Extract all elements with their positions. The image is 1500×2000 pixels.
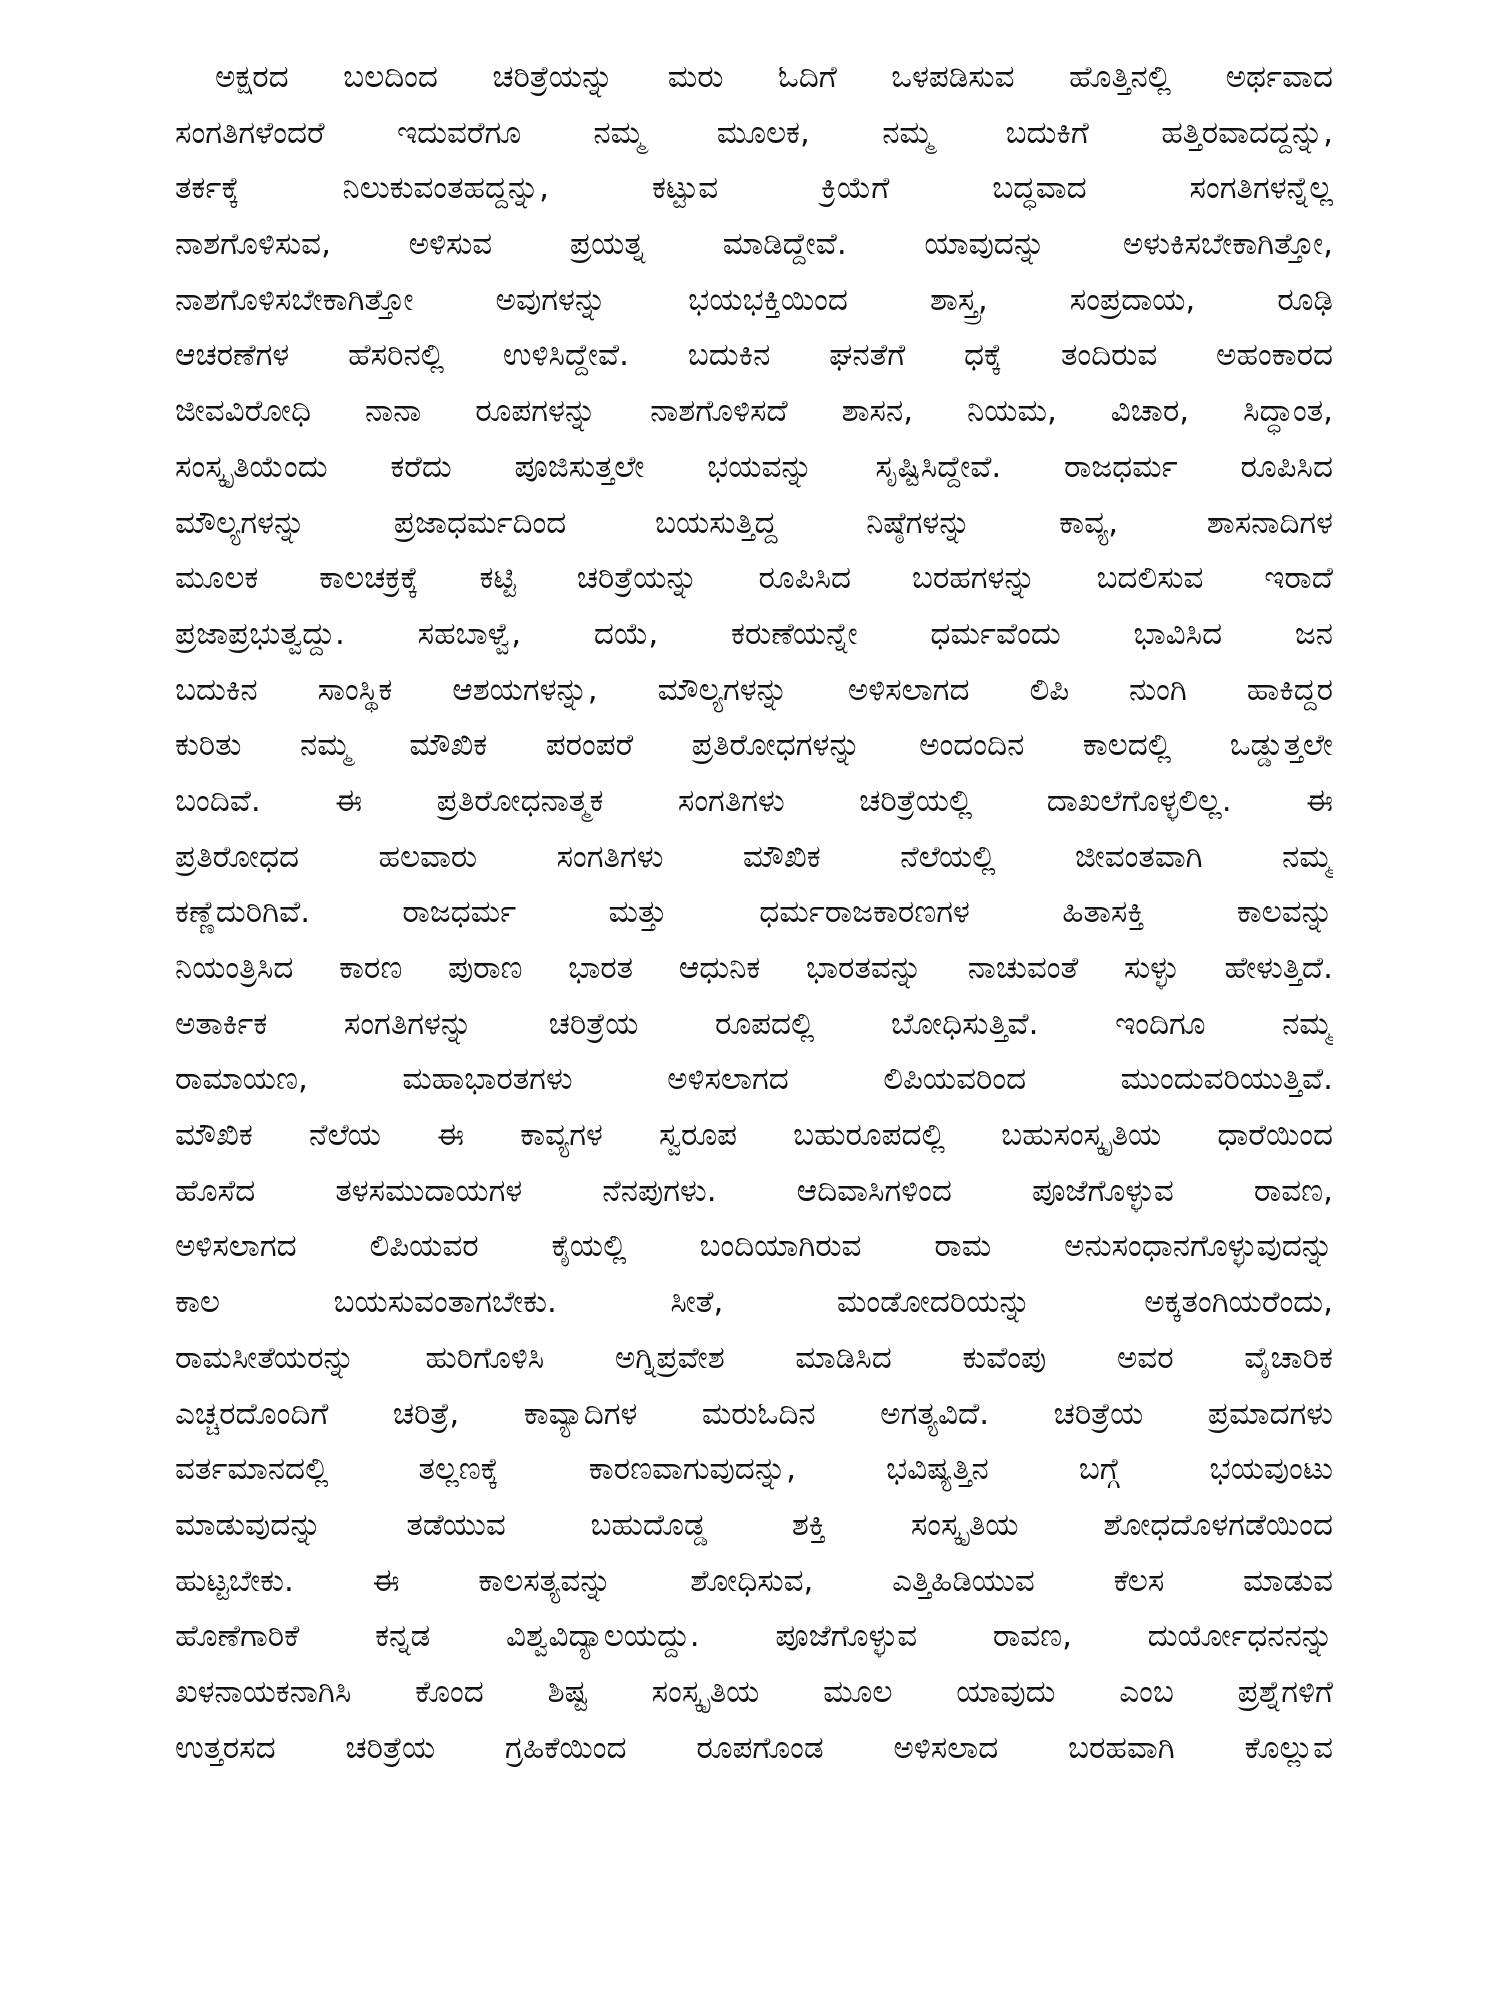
text-line-31: ಉತ್ತರಸದ ಚರಿತ್ರೆಯ ಗ್ರಹಿಕೆಯಿಂದ ರೂಪಗೊಂಡ ಅಳಿಸಲಾದ ಬರಹವಾಗಿ ಕೊಲ್ಲುವ	[175, 1729, 1333, 1766]
text-line-25: ಎಚ್ಚರದೊಂದಿಗೆ ಚರಿತ್ರೆ, ಕಾವ್ಯಾದಿಗಳ ಮರುಓದಿನ ಅಗತ್ಯವಿದೆ. ಚರಿತ್ರೆಯ ಪ್ರಮಾದಗಳು	[175, 1395, 1333, 1432]
text-line-4: ನಾಶಗೊಳಿಸುವ, ಅಳಿಸುವ ಪ್ರಯತ್ನ ಮಾಡಿದ್ದೇವೆ. ಯಾವುದನ್ನು ಅಳುಕಿಸಬೇಕಾಗಿತ್ತೋ,	[175, 226, 1333, 263]
text-line-19: ರಾಮಾಯಣ, ಮಹಾಭಾರತಗಳು ಅಳಿಸಲಾಗದ ಲಿಪಿಯವರಿಂದ ಮುಂದುವರಿಯುತ್ತಿವೆ.	[175, 1061, 1333, 1098]
text-line-27: ಮಾಡುವುದನ್ನು ತಡೆಯುವ ಬಹುದೊಡ್ಡ ಶಕ್ತಿ ಸಂಸ್ಕೃತಿಯ ಶೋಧದೊಳಗಡೆಯಿಂದ	[175, 1506, 1333, 1543]
text-line-1: ಅಕ್ಷರದ ಬಲದಿಂದ ಚರಿತ್ರೆಯನ್ನು ಮರು ಓದಿಗೆ ಒಳಪಡಿಸುವ ಹೊತ್ತಿನಲ್ಲಿ ಅರ್ಥವಾದ	[215, 59, 1333, 95]
text-line-2: ಸಂಗತಿಗಳೆಂದರೆ ಇದುವರೆಗೂ ನಮ್ಮ ಮೂಲಕ, ನಮ್ಮ ಬದುಕಿಗೆ ಹತ್ತಿರವಾದದ್ದನ್ನು,	[175, 114, 1333, 151]
text-line-6: ಆಚರಣೆಗಳ ಹೆಸರಿನಲ್ಲಿ ಉಳಿಸಿದ್ದೇವೆ. ಬದುಕಿನ ಘನತೆಗೆ ಧಕ್ಕೆ ತಂದಿರುವ ಅಹಂಕಾರದ	[175, 337, 1333, 374]
text-line-17: ನಿಯಂತ್ರಿಸಿದ ಕಾರಣ ಪುರಾಣ ಭಾರತ ಆಧುನಿಕ ಭಾರತವನ್ನು ನಾಚುವಂತೆ ಸುಳ್ಳು ಹೇಳುತ್ತಿದೆ.	[175, 950, 1333, 986]
text-line-21: ಹೊಸೆದ ತಳಸಮುದಾಯಗಳ ನೆನಪುಗಳು. ಆದಿವಾಸಿಗಳಿಂದ ಪೂಜೆಗೊಳ್ಳುವ ರಾವಣ,	[175, 1172, 1333, 1209]
text-line-8: ಸಂಸ್ಕೃತಿಯೆಂದು ಕರೆದು ಪೂಜಿಸುತ್ತಲೇ ಭಯವನ್ನು ಸೃಷ್ಟಿಸಿದ್ದೇವೆ. ರಾಜಧರ್ಮ ರೂಪಿಸಿದ	[175, 448, 1333, 485]
text-line-28: ಹುಟ್ಟಬೇಕು. ಈ ಕಾಲಸತ್ಯವನ್ನು ಶೋಧಿಸುವ, ಎತ್ತಿಹಿಡಿಯುವ ಕೆಲಸ ಮಾಡುವ	[175, 1562, 1333, 1599]
text-line-23: ಕಾಲ ಬಯಸುವಂತಾಗಬೇಕು. ಸೀತೆ, ಮಂಡೋದರಿಯನ್ನು ಅಕ್ಕತಂಗಿಯರೆಂದು,	[175, 1284, 1333, 1321]
text-line-10: ಮೂಲಕ ಕಾಲಚಕ್ರಕ್ಕೆ ಕಟ್ಟಿ ಚರಿತ್ರೆಯನ್ನು ರೂಪಿಸಿದ ಬರಹಗಳನ್ನು ಬದಲಿಸುವ ಇರಾದೆ	[175, 560, 1333, 597]
body-paragraph	[175, 50, 1333, 1776]
text-line-11: ಪ್ರಜಾಪ್ರಭುತ್ವದ್ದು. ಸಹಬಾಳ್ವೆ, ದಯೆ, ಕರುಣೆಯನ್ನೇ ಧರ್ಮವೆಂದು ಭಾವಿಸಿದ ಜನ	[175, 615, 1333, 652]
text-line-15: ಪ್ರತಿರೋಧದ ಹಲವಾರು ಸಂಗತಿಗಳು ಮೌಖಿಕ ನೆಲೆಯಲ್ಲಿ ಜೀವಂತವಾಗಿ ನಮ್ಮ	[175, 838, 1333, 875]
text-line-26: ವರ್ತಮಾನದಲ್ಲಿ ತಲ್ಲಣಕ್ಕೆ ಕಾರಣವಾಗುವುದನ್ನು, ಭವಿಷ್ಯತ್ತಿನ ಬಗ್ಗೆ ಭಯವುಂಟು	[175, 1451, 1333, 1488]
text-line-13: ಕುರಿತು ನಮ್ಮ ಮೌಖಿಕ ಪರಂಪರೆ ಪ್ರತಿರೋಧಗಳನ್ನು ಅಂದಂದಿನ ಕಾಲದಲ್ಲಿ ಒಡ್ಡುತ್ತಲೇ	[175, 727, 1333, 764]
text-line-12: ಬದುಕಿನ ಸಾಂಸ್ಥಿಕ ಆಶಯಗಳನ್ನು, ಮೌಲ್ಯಗಳನ್ನು ಅಳಿಸಲಾಗದ ಲಿಪಿ ನುಂಗಿ ಹಾಕಿದ್ದರ	[175, 671, 1333, 708]
text-line-20: ಮೌಖಿಕ ನೆಲೆಯ ಈ ಕಾವ್ಯಗಳ ಸ್ವರೂಪ ಬಹುರೂಪದಲ್ಲಿ ಬಹುಸಂಸ್ಕೃತಿಯ ಧಾರೆಯಿಂದ	[175, 1117, 1333, 1154]
text-line-9: ಮೌಲ್ಯಗಳನ್ನು ಪ್ರಜಾಧರ್ಮದಿಂದ ಬಯಸುತ್ತಿದ್ದ ನಿಷ್ಠೆಗಳನ್ನು ಕಾವ್ಯ, ಶಾಸನಾದಿಗಳ	[175, 504, 1333, 541]
text-line-14: ಬಂದಿವೆ. ಈ ಪ್ರತಿರೋಧನಾತ್ಮಕ ಸಂಗತಿಗಳು ಚರಿತ್ರೆಯಲ್ಲಿ ದಾಖಲೆಗೊಳ್ಳಲಿಲ್ಲ. ಈ	[175, 782, 1333, 819]
text-line-30: ಖಳನಾಯಕನಾಗಿಸಿ ಕೊಂದ ಶಿಷ್ಟ ಸಂಸ್ಕೃತಿಯ ಮೂಲ ಯಾವುದು ಎಂಬ ಪ್ರಶ್ನೆಗಳಿಗೆ	[175, 1673, 1333, 1710]
text-line-3: ತರ್ಕಕ್ಕೆ ನಿಲುಕುವಂತಹದ್ದನ್ನು, ಕಟ್ಟುವ ಕ್ರಿಯೆಗೆ ಬದ್ಧವಾದ ಸಂಗತಿಗಳನ್ನೆಲ್ಲ	[175, 170, 1333, 207]
text-line-7: ಜೀವವಿರೋಧಿ ನಾನಾ ರೂಪಗಳನ್ನು ನಾಶಗೊಳಿಸದೆ ಶಾಸನ, ನಿಯಮ, ವಿಚಾರ, ಸಿದ್ಧಾಂತ,	[175, 393, 1333, 430]
text-line-18: ಅತಾರ್ಕಿಕ ಸಂಗತಿಗಳನ್ನು ಚರಿತ್ರೆಯ ರೂಪದಲ್ಲಿ ಬೋಧಿಸುತ್ತಿವೆ. ಇಂದಿಗೂ ನಮ್ಮ	[175, 1005, 1333, 1042]
text-line-16: ಕಣ್ಣೆದುರಿಗಿವೆ. ರಾಜಧರ್ಮ ಮತ್ತು ಧರ್ಮರಾಜಕಾರಣಗಳ ಹಿತಾಸಕ್ತಿ ಕಾಲವನ್ನು	[175, 894, 1333, 931]
text-line-22: ಅಳಿಸಲಾಗದ ಲಿಪಿಯವರ ಕೈಯಲ್ಲಿ ಬಂದಿಯಾಗಿರುವ ರಾಮ ಅನುಸಂಧಾನಗೊಳ್ಳುವುದನ್ನು	[175, 1228, 1333, 1265]
text-line-24: ರಾಮಸೀತೆಯರನ್ನು ಹುರಿಗೊಳಿಸಿ ಅಗ್ನಿಪ್ರವೇಶ ಮಾಡಿಸಿದ ಕುವೆಂಪು ಅವರ ವೈಚಾರಿಕ	[175, 1339, 1333, 1376]
text-line-5: ನಾಶಗೊಳಿಸಬೇಕಾಗಿತ್ತೋ ಅವುಗಳನ್ನು ಭಯಭಕ್ತಿಯಿಂದ ಶಾಸ್ತ್ರ, ಸಂಪ್ರದಾಯ, ರೂಢಿ	[175, 281, 1333, 318]
text-line-29: ಹೊಣೆಗಾರಿಕೆ ಕನ್ನಡ ವಿಶ್ವವಿದ್ಯಾಲಯದ್ದು. ಪೂಜೆಗೊಳ್ಳುವ ರಾವಣ, ದುರ್ಯೋಧನನನ್ನು	[175, 1618, 1333, 1655]
